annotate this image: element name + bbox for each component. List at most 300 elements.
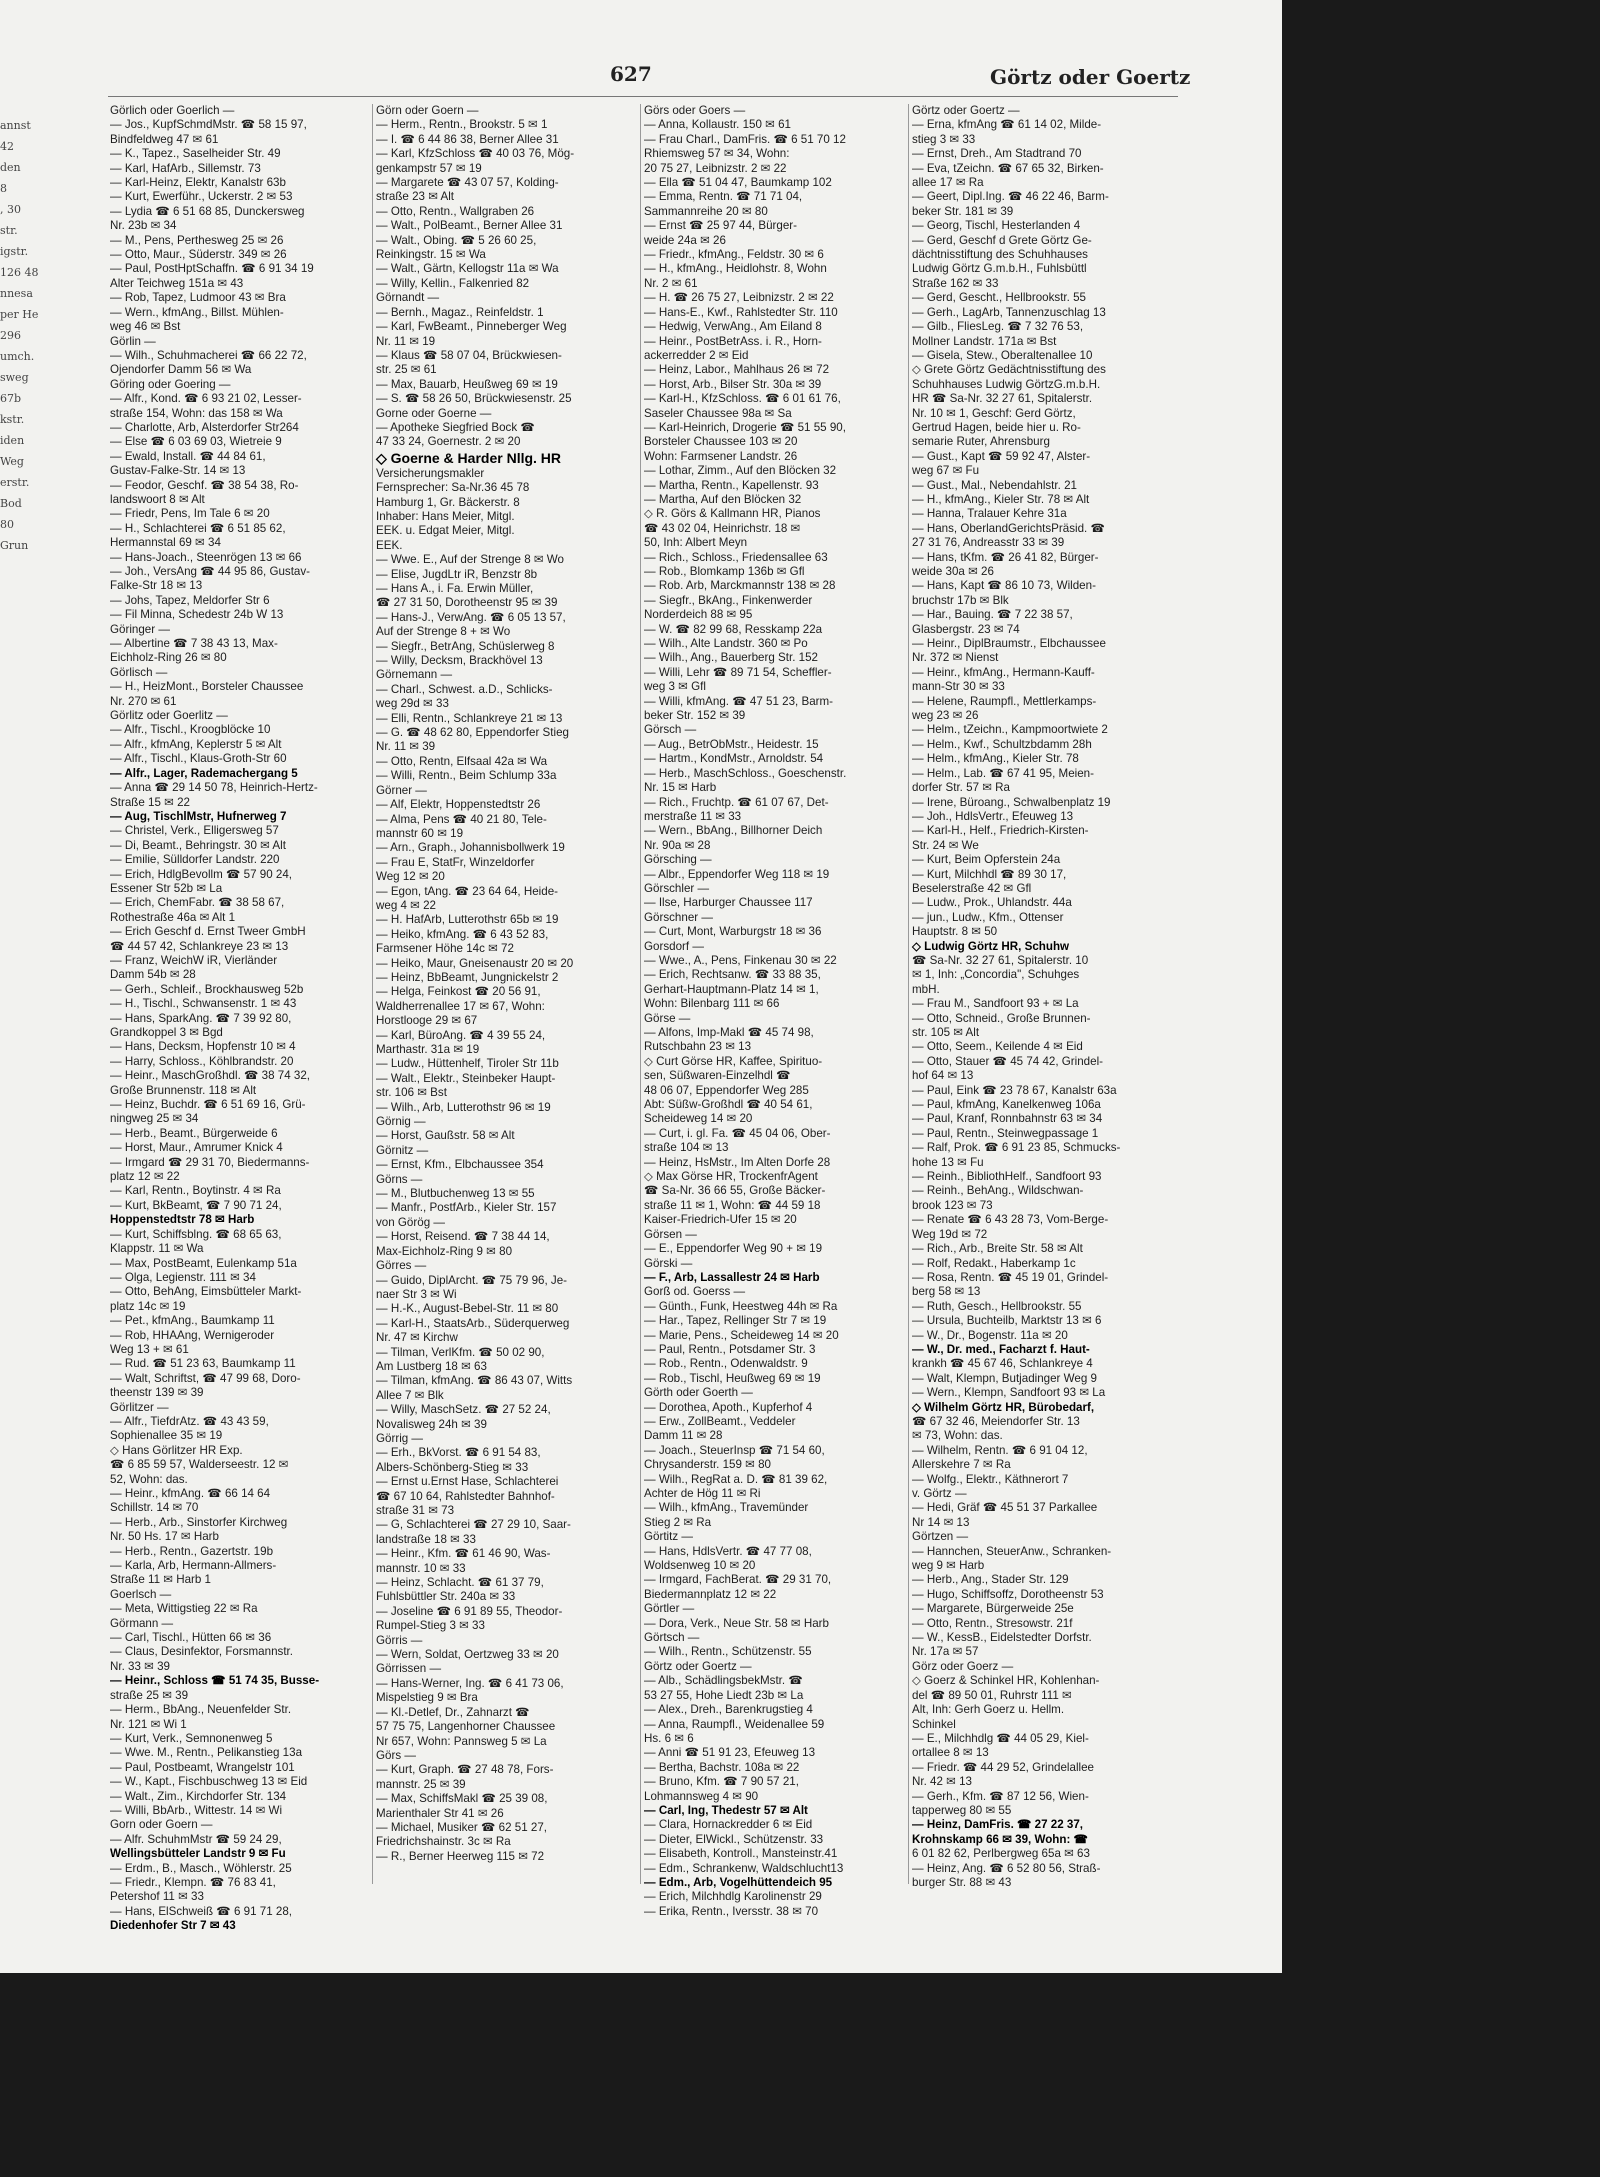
column-divider: [640, 104, 641, 1884]
directory-entry: Falke-Str 18 ✉ 13: [110, 579, 203, 593]
directory-entry: Glasbergstr. 23 ✉ 74: [912, 622, 1020, 636]
directory-entry: — Ursula, Buchteilb, Marktstr 13 ✉ 6: [912, 1314, 1102, 1328]
directory-entry: — F., Arb, Lassallestr 24 ✉ Harb: [644, 1270, 820, 1284]
directory-entry: — Karl, Rentn., Boytinstr. 4 ✉ Ra: [110, 1184, 281, 1198]
directory-entry: — Kurt, Milchhdl ☎ 89 30 17,: [912, 867, 1067, 881]
directory-entry: — Wilhelm, Rentn. ☎ 6 91 04 12,: [912, 1443, 1088, 1457]
directory-entry: — Karl, BüroAng. ☎ 4 39 55 24,: [376, 1028, 546, 1042]
directory-entry: Weg 12 ✉ 20: [376, 870, 445, 884]
directory-entry: Nr. 33 ✉ 39: [110, 1659, 170, 1673]
fragment-line: 67b: [0, 392, 22, 405]
directory-entry: — Erich, Milchhdlg Karolinenstr 29: [644, 1890, 822, 1904]
directory-entry: semarie Ruter, Ahrensburg: [912, 435, 1050, 449]
directory-entry: mannstr. 25 ✉ 39: [376, 1777, 466, 1791]
directory-entry: — Ruth, Gesch., Hellbrookstr. 55: [912, 1299, 1082, 1313]
directory-entry: Ojendorfer Damm 56 ✉ Wa: [110, 363, 252, 377]
directory-entry: — Willy, Kellin., Falkenried 82: [376, 276, 530, 290]
directory-entry: — Walt., Obing. ☎ 5 26 60 25,: [376, 233, 537, 247]
directory-entry: — Heiko, Maur, Gneisenaustr 20 ✉ 20: [376, 956, 574, 970]
header-rule: [108, 96, 1178, 97]
directory-entry: — Frau E, StatFr, Winzeldorfer: [376, 855, 535, 869]
directory-entry: straße 154, Wohn: das 158 ✉ Wa: [110, 406, 283, 420]
directory-entry: — Alf, Elektr, Hoppenstedtstr 26: [376, 798, 541, 812]
fragment-line: umch.: [0, 350, 35, 363]
directory-entry: Schillstr. 14 ✉ 70: [110, 1501, 199, 1515]
directory-entry: — Heinr., Schloss ☎ 51 74 35, Busse-: [110, 1674, 320, 1688]
directory-entry: Scheideweg 14 ✉ 20: [644, 1112, 753, 1126]
directory-entry: Gerhart-Hauptmann-Platz 14 ✉ 1,: [644, 982, 819, 996]
directory-entry: — Herm., Rentn., Brookstr. 5 ✉ 1: [376, 118, 548, 132]
directory-entry: 57 75 75, Langenhorner Chaussee: [376, 1720, 556, 1734]
directory-entry: — Karl, HafArb., Sillemstr. 73: [110, 161, 261, 175]
directory-entry: weg 4 ✉ 22: [376, 898, 436, 912]
directory-entry: ☎ 27 31 50, Dorotheenstr 95 ✉ 39: [376, 596, 558, 610]
directory-entry: Sophienallee 35 ✉ 19: [110, 1429, 223, 1443]
directory-entry: — Herb., MaschSchloss., Goeschenstr.: [644, 766, 847, 780]
directory-entry: Schinkel: [912, 1717, 956, 1731]
directory-entry: — Friedr., kfmAng., Feldstr. 30 ✉ 6: [644, 248, 824, 262]
directory-entry: — Heinz, Schlacht. ☎ 61 37 79,: [376, 1576, 544, 1590]
directory-entry: ☎ 43 02 04, Heinrichstr. 18 ✉: [644, 521, 801, 535]
directory-entry: genkampstr 57 ✉ 19: [376, 161, 482, 175]
directory-entry: Görsch —: [644, 723, 697, 737]
directory-entry: — Apotheke Siegfried Bock ☎: [376, 420, 535, 434]
directory-entry: — Gerh., LagArb, Tannenzuschlag 13: [912, 305, 1106, 319]
directory-entry: Versicherungsmakler: [376, 466, 485, 480]
directory-entry: — Heinz, BbBeamt, Jungnickelstr 2: [376, 970, 559, 984]
directory-entry: — Edm., Arb, Vogelhüttendeich 95: [644, 1875, 833, 1889]
fragment-line: kstr.: [0, 413, 25, 426]
directory-entry: — Bertha, Bachstr. 108a ✉ 22: [644, 1760, 800, 1774]
directory-entry: — Wilh., RegRat a. D. ☎ 81 39 62,: [644, 1472, 828, 1486]
directory-entry: — Heinz, Labor., Mahlhaus 26 ✉ 72: [644, 363, 830, 377]
directory-entry: Görsen —: [644, 1227, 697, 1241]
directory-entry: — Tilman, VerlKfm. ☎ 50 02 90,: [376, 1345, 545, 1359]
directory-entry: — Otto, Stauer ☎ 45 74 42, Grindel-: [912, 1054, 1104, 1068]
directory-entry: — Hans, Kapt ☎ 86 10 73, Wilden-: [912, 579, 1096, 593]
directory-entry: beker Str. 181 ✉ 39: [912, 204, 1014, 218]
directory-entry: — Alfons, Imp-Makl ☎ 45 74 98,: [644, 1026, 814, 1039]
directory-entry: — Ewald, Install. ☎ 44 84 61,: [110, 449, 266, 463]
directory-entry: — Pet., kfmAng., Baumkamp 11: [110, 1314, 275, 1328]
directory-entry: — Hans, HdlsVertr. ☎ 47 77 08,: [644, 1544, 812, 1558]
directory-entry: — Hugo, Schiffsoffz, Dorotheenstr 53: [912, 1587, 1104, 1601]
directory-entry: — Irmgard ☎ 29 31 70, Biedermanns-: [110, 1155, 310, 1169]
directory-entry: ◇ Wilhelm Görtz HR, Bürobedarf,: [912, 1400, 1095, 1414]
directory-entry: Hermannstal 69 ✉ 34: [110, 536, 221, 550]
directory-entry: — Willy, Decksm, Brackhövel 13: [376, 654, 543, 668]
directory-entry: 50, Inh: Albert Meyn: [644, 536, 748, 550]
directory-entry: Alt, Inh: Gerh Goerz u. Hellm.: [912, 1703, 1065, 1717]
directory-entry: 53 27 55, Hohe Liedt 23b ✉ La: [644, 1688, 804, 1702]
directory-entry: Straße 11 ✉ Harb 1: [110, 1573, 212, 1587]
directory-entry: straße 25 ✉ 39: [110, 1688, 189, 1702]
directory-entry: — Gust., Kapt ☎ 59 92 47, Alster-: [912, 449, 1091, 463]
directory-entry: Stieg 2 ✉ Ra: [644, 1515, 712, 1529]
directory-entry: — Horst, Arb., Bilser Str. 30a ✉ 39: [644, 377, 822, 391]
directory-entry: — Wern, Soldat, Oertzweg 33 ✉ 20: [376, 1648, 559, 1662]
directory-entry: — Erich, ChemFabr. ☎ 38 58 67,: [110, 896, 285, 910]
directory-entry: — Wwe., A., Pens, Finkenau 30 ✉ 22: [644, 953, 837, 967]
directory-entry: Wohn: Farmsener Landstr. 26: [644, 449, 798, 463]
directory-entry: ☎ 67 10 64, Rahlstedter Bahnhof-: [376, 1489, 555, 1503]
directory-entry: — Paul, PostHptSchaffn. ☎ 6 91 34 19: [110, 262, 314, 276]
directory-entry: v. Görtz —: [912, 1487, 967, 1500]
directory-entry: platz 14c ✉ 19: [110, 1299, 186, 1313]
directory-entry: — Alma, Pens ☎ 40 21 80, Tele-: [376, 812, 547, 826]
directory-entry: — Renate ☎ 6 43 28 73, Vom-Berge-: [912, 1213, 1109, 1227]
directory-entry: — Clara, Hornackredder 6 ✉ Eid: [644, 1818, 813, 1832]
directory-entry: — Alex., Dreh., Barenkrugstieg 4: [644, 1703, 813, 1717]
directory-entry: — Rich., Schloss., Friedensallee 63: [644, 550, 828, 564]
directory-entry: Görmann —: [110, 1616, 174, 1630]
directory-entry: mannstr 60 ✉ 19: [376, 826, 464, 840]
directory-entry: — Martha, Rentn., Kapellenstr. 93: [644, 478, 819, 492]
directory-entry: ortallee 8 ✉ 13: [912, 1746, 989, 1760]
directory-entry: — Charl., Schwest. a.D., Schlicks-: [376, 682, 553, 696]
directory-entry: — Anna, Raumpfl., Weidenallee 59: [644, 1717, 825, 1731]
directory-entry: — Rob., Rentn., Odenwaldstr. 9: [644, 1357, 808, 1371]
directory-entry: — Walt., Gärtn, Kellogstr 11a ✉ Wa: [376, 262, 559, 276]
directory-entry: — Paul, kfmAng, Kanelkenweg 106a: [912, 1098, 1101, 1112]
directory-entry: Am Lustberg 18 ✉ 63: [376, 1359, 487, 1373]
directory-entry: Görlin —: [110, 334, 156, 348]
directory-entry: ningweg 25 ✉ 34: [110, 1112, 199, 1126]
directory-entry: — Kurt, Beim Opferstein 24a: [912, 853, 1061, 867]
fragment-line: 80: [0, 518, 14, 531]
directory-entry: Grandkoppel 3 ✉ Bgd: [110, 1026, 223, 1039]
directory-entry: — Friedr., Klempn. ☎ 76 83 41,: [110, 1875, 276, 1889]
directory-entry: — Anni ☎ 51 91 23, Efeuweg 13: [644, 1746, 816, 1760]
directory-entry: — jun., Ludw., Kfm., Ottenser: [912, 910, 1064, 924]
directory-entry: — Marie, Pens., Scheideweg 14 ✉ 20: [644, 1328, 839, 1342]
directory-entry: — Paul, Eink ☎ 23 78 67, Kanalstr 63a: [912, 1083, 1117, 1097]
directory-entry: — Otto, Schneid., Große Brunnen-: [912, 1011, 1091, 1025]
directory-entry: hohe 13 ✉ Fu: [912, 1155, 984, 1169]
directory-entry: — Helm., Kwf., Schultzbdamm 28h: [912, 737, 1092, 751]
directory-entry: Hoppenstedtstr 78 ✉ Harb: [110, 1213, 255, 1227]
directory-entry: — Heinz, Buchdr. ☎ 6 51 69 16, Grü-: [110, 1098, 306, 1112]
directory-entry: — Otto, BehAng, Eimsbütteler Markt-: [110, 1285, 302, 1299]
directory-entry: — Wern., kfmAng., Billst. Mühlen-: [110, 305, 284, 319]
directory-entry: — Rich., Fruchtp. ☎ 61 07 67, Det-: [644, 795, 829, 809]
directory-entry: 48 06 07, Eppendorfer Weg 285: [644, 1083, 809, 1097]
directory-column-2: [376, 104, 638, 1864]
directory-entry: — Hans-E., Kwf., Rahlstedter Str. 110: [644, 305, 838, 319]
page-number: 627: [610, 62, 652, 86]
directory-entry: Essener Str 52b ✉ La: [110, 881, 223, 895]
directory-entry: — Guido, DiplArcht. ☎ 75 79 96, Je-: [376, 1273, 568, 1287]
directory-entry: Norderdeich 88 ✉ 95: [644, 608, 753, 622]
directory-entry: Lohmannsweg 4 ✉ 90: [644, 1789, 759, 1803]
directory-entry: — Elisabeth, Kontroll., Mansteinstr.41: [644, 1847, 838, 1861]
directory-entry: weg 67 ✉ Fu: [912, 464, 980, 478]
directory-entry: — Margarete ☎ 43 07 57, Kolding-: [376, 176, 559, 190]
directory-entry: — H., Schlachterei ☎ 6 51 85 62,: [110, 521, 286, 535]
directory-entry: — Harry, Schloss., Köhlbrandstr. 20: [110, 1054, 294, 1068]
directory-entry: — Hannchen, SteuerAnw., Schranken-: [912, 1544, 1112, 1558]
directory-entry: — Kurt, Ewerführ., Uckerstr. 2 ✉ 53: [110, 190, 293, 204]
directory-entry: — Horst, Gaußstr. 58 ✉ Alt: [376, 1129, 515, 1143]
directory-entry: — G. ☎ 48 62 80, Eppendorfer Stieg: [376, 726, 569, 740]
directory-entry: — E., Eppendorfer Weg 90 + ✉ 19: [644, 1242, 823, 1256]
directory-entry: mannstr. 10 ✉ 33: [376, 1561, 466, 1575]
directory-entry: — W., Dr. med., Facharzt f. Haut-: [912, 1342, 1090, 1356]
directory-entry: — Wolfg., Elektr., Käthnerort 7: [912, 1472, 1069, 1486]
directory-entry: — W., Dr., Bogenstr. 11a ✉ 20: [912, 1328, 1068, 1342]
directory-entry: Hamburg 1, Gr. Bäckerstr. 8: [376, 495, 520, 509]
directory-entry: — Ernst, Dreh., Am Stadtrand 70: [912, 147, 1082, 161]
directory-entry: berg 58 ✉ 13: [912, 1285, 981, 1299]
directory-entry: — Erich, Rechtsanw. ☎ 33 88 35,: [644, 968, 821, 982]
directory-entry: — Meta, Wittigstieg 22 ✉ Ra: [110, 1602, 258, 1616]
directory-entry: Gertrud Hagen, beide hier u. Ro-: [912, 420, 1081, 434]
directory-entry: Görs oder Goers —: [644, 104, 746, 117]
directory-entry: — Herb., Beamt., Bürgerweide 6: [110, 1126, 278, 1140]
directory-entry: hof 64 ✉ 13: [912, 1069, 974, 1083]
directory-entry: Hauptstr. 8 ✉ 50: [912, 925, 998, 939]
scan-border-right: [1282, 0, 1600, 2177]
directory-entry: — Hans, Decksm, Hopfenstr 10 ✉ 4: [110, 1040, 296, 1054]
directory-entry: ☎ 6 85 59 57, Walderseestr. 12 ✉: [110, 1458, 289, 1472]
directory-entry: Albers-Schönberg-Stieg ✉ 33: [376, 1460, 529, 1474]
directory-entry: — Paul, Postbeamt, Wrangelstr 101: [110, 1760, 295, 1774]
directory-entry: — Alfr., TiefdrAtz. ☎ 43 43 59,: [110, 1414, 269, 1428]
directory-entry: Görski —: [644, 1256, 693, 1270]
directory-entry: — Rolf, Redakt., Haberkamp 1c: [912, 1256, 1076, 1270]
directory-entry: ◇ Grete Görtz Gedächtnisstiftung des: [912, 363, 1106, 377]
directory-entry: mann-Str 30 ✉ 33: [912, 680, 1005, 694]
fragment-line: nnesa: [0, 287, 33, 300]
directory-entry: — Rich., Arb., Breite Str. 58 ✉ Alt: [912, 1242, 1083, 1256]
directory-entry: Saseler Chaussee 98a ✉ Sa: [644, 406, 792, 420]
directory-entry: — H.-K., August-Bebel-Str. 11 ✉ 80: [376, 1302, 559, 1316]
directory-entry: — Egon, tAng. ☎ 23 64 64, Heide-: [376, 884, 559, 898]
directory-entry: Nr. 90a ✉ 28: [644, 838, 711, 852]
fragment-line: str.: [0, 224, 18, 237]
directory-entry: Nr. 11 ✉ 19: [376, 334, 436, 348]
directory-entry: — Frau Charl., DamFris. ☎ 6 51 70 12: [644, 132, 846, 146]
directory-entry: — Karl-H., Helf., Friedrich-Kirsten-: [912, 824, 1089, 838]
directory-entry: — Paul, Rentn., Potsdamer Str. 3: [644, 1342, 816, 1356]
directory-entry: — Hedwig, VerwAng., Am Eiland 8: [644, 320, 822, 334]
directory-entry: — Wilh., kfmAng., Travemünder: [644, 1501, 809, 1515]
directory-entry: — Alfr. SchuhmMstr ☎ 59 24 29,: [110, 1832, 282, 1846]
directory-entry: — Gerd, Gescht., Hellbrookstr. 55: [912, 291, 1086, 305]
directory-entry: Allee 7 ✉ Blk: [376, 1388, 444, 1402]
fragment-line: den: [0, 161, 21, 174]
directory-entry: 20 75 27, Leibnizstr. 2 ✉ 22: [644, 161, 787, 175]
directory-entry: — Ludw., Prok., Uhlandstr. 44a: [912, 896, 1072, 910]
directory-entry: Görse —: [644, 1011, 691, 1025]
directory-entry: Straße 162 ✉ 33: [912, 276, 999, 290]
directory-entry: — Karl, FwBeamt., Pinneberger Weg: [376, 320, 567, 334]
directory-entry: — Kurt, Graph. ☎ 27 48 78, Fors-: [376, 1763, 554, 1777]
directory-entry: — Hans-Werner, Ing. ☎ 6 41 73 06,: [376, 1676, 564, 1690]
directory-entry: Waldherrenallee 17 ✉ 67, Wohn:: [376, 999, 545, 1013]
directory-entry: Allerskehre 7 ✉ Ra: [912, 1458, 1011, 1472]
directory-entry: tapperweg 80 ✉ 55: [912, 1803, 1012, 1817]
directory-entry: weide 24a ✉ 26: [644, 233, 726, 247]
directory-entry: — Erna, kfmAng ☎ 61 14 02, Milde-: [912, 118, 1102, 132]
directory-entry: — Fil Minna, Schedestr 24b W 13: [110, 608, 284, 622]
directory-entry: 27 31 76, Andreasstr 33 ✉ 39: [912, 536, 1065, 550]
directory-entry: Weg 13 + ✉ 61: [110, 1342, 189, 1356]
directory-entry: — Joh., VersAng ☎ 44 95 86, Gustav-: [110, 565, 311, 578]
directory-entry: — Otto, Rentn, Elfsaal 42a ✉ Wa: [376, 754, 548, 768]
directory-entry: — Johs, Tapez, Meldorfer Str 6: [110, 593, 270, 607]
directory-entry: — Helene, Raumpfl., Mettlerkamps-: [912, 694, 1097, 708]
directory-entry: ◇ Goerne & Harder Nllg. HR: [376, 449, 562, 466]
directory-entry: von Görög —: [376, 1215, 445, 1229]
fragment-line: Bod: [0, 497, 22, 510]
directory-entry: Damm 54b ✉ 28: [110, 968, 196, 982]
directory-entry: — Rob, Tapez, Ludmoor 43 ✉ Bra: [110, 291, 286, 305]
directory-entry: Nr. 50 Hs. 17 ✉ Harb: [110, 1530, 219, 1544]
directory-entry: Auf der Strenge 8 + ✉ Wo: [376, 625, 511, 639]
directory-entry: ◇ Curt Görse HR, Kaffee, Spirituo-: [644, 1054, 823, 1068]
directory-entry: Görris —: [376, 1633, 423, 1647]
directory-entry: — Otto, Rentn., Wallgraben 26: [376, 204, 535, 218]
directory-entry: — Karl-H., KfzSchloss. ☎ 6 01 61 76,: [644, 392, 841, 406]
directory-entry: Str. 24 ✉ We: [912, 838, 979, 852]
directory-entry: — Joseline ☎ 6 91 89 55, Theodor-: [376, 1604, 563, 1618]
directory-entry: Inhaber: Hans Meier, Mitgl.: [376, 509, 515, 523]
directory-entry: Krohnskamp 66 ✉ 39, Wohn: ☎: [912, 1832, 1088, 1846]
directory-entry: Große Brunnenstr. 118 ✉ Alt: [110, 1083, 257, 1097]
directory-entry: Friedrichshainstr. 3c ✉ Ra: [376, 1835, 511, 1849]
directory-entry: — H., HeizMont., Borsteler Chaussee: [110, 680, 304, 694]
directory-entry: — Michael, Musiker ☎ 62 51 27,: [376, 1820, 548, 1834]
directory-entry: — Wilh., Schuhmacherei ☎ 66 22 72,: [110, 348, 307, 362]
directory-entry: Nr. 15 ✉ Harb: [644, 781, 717, 795]
directory-entry: — Ella ☎ 51 04 47, Baumkamp 102: [644, 176, 832, 190]
directory-entry: Nr 657, Wohn: Pannsweg 5 ✉ La: [376, 1734, 547, 1748]
directory-entry: Rothestraße 46a ✉ Alt 1: [110, 910, 236, 924]
directory-entry: weg 46 ✉ Bst: [110, 320, 181, 334]
directory-entry: bruchstr 17b ✉ Blk: [912, 593, 1009, 607]
directory-entry: — H., kfmAng., Heidlohstr. 8, Wohn: [644, 262, 827, 276]
directory-entry: — Irmgard, FachBerat. ☎ 29 31 70,: [644, 1573, 832, 1587]
directory-entry: — Max, SchiffsMakl ☎ 25 39 08,: [376, 1792, 548, 1806]
directory-entry: — Ernst, Kfm., Elbchaussee 354: [376, 1158, 544, 1172]
directory-entry: — Alfr., Lager, Rademachergang 5: [110, 766, 298, 780]
directory-entry: — Heinz, DamFris. ☎ 27 22 37,: [912, 1818, 1084, 1832]
directory-entry: — Ralf, Prok. ☎ 6 91 23 85, Schmucks-: [912, 1141, 1121, 1155]
directory-entry: — Ernst ☎ 25 97 44, Bürger-: [644, 219, 797, 233]
directory-entry: HR ☎ Sa-Nr. 32 27 61, Spitalerstr.: [912, 392, 1093, 406]
directory-entry: — Hans-J., VerwAng. ☎ 6 05 13 57,: [376, 610, 566, 624]
directory-entry: — Karl-Heinrich, Drogerie ☎ 51 55 90,: [644, 420, 846, 434]
directory-entry: — Else ☎ 6 03 69 03, Wietreie 9: [110, 435, 282, 449]
directory-entry: weg 23 ✉ 26: [912, 709, 979, 723]
directory-entry: — Joh., HdlsVertr., Efeuweg 13: [912, 809, 1074, 823]
directory-entry: Eichholz-Ring 26 ✉ 80: [110, 651, 227, 665]
directory-entry: — Bruno, Kfm. ☎ 7 90 57 21,: [644, 1775, 799, 1789]
directory-entry: — Albertine ☎ 7 38 43 13, Max-: [110, 637, 278, 651]
directory-entry: Nr. 10 ✉ 1, Geschf: Gerd Görtz,: [912, 406, 1076, 420]
fragment-line: Grun: [0, 539, 29, 552]
directory-entry: del ☎ 89 50 01, Ruhrstr 111 ✉: [912, 1688, 1072, 1702]
directory-entry: — Herb., Arb., Sinstorfer Kirchweg: [110, 1515, 288, 1529]
directory-entry: Gustav-Falke-Str. 14 ✉ 13: [110, 464, 246, 478]
directory-entry: ☎ Sa-Nr. 36 66 55, Große Bäcker-: [644, 1184, 826, 1198]
directory-entry: — Heiko, kfmAng. ☎ 6 43 52 83,: [376, 927, 549, 941]
directory-entry: — Wwe. E., Auf der Strenge 8 ✉ Wo: [376, 553, 564, 567]
directory-entry: — Hans, OberlandGerichtsPräsid. ☎: [912, 521, 1105, 535]
directory-entry: — Rud. ☎ 51 23 63, Baumkamp 11: [110, 1357, 296, 1371]
directory-entry: — Max, Bauarb, Heußweg 69 ✉ 19: [376, 377, 558, 391]
directory-entry: — Siegfr., BetrAng, Schüslerweg 8: [376, 639, 555, 653]
directory-entry: 52, Wohn: das.: [110, 1472, 188, 1486]
directory-entry: ☎ 44 57 42, Schlankreye 23 ✉ 13: [110, 939, 289, 953]
directory-entry: — Heinr., kfmAng. ☎ 66 14 64: [110, 1487, 271, 1500]
directory-entry: — Klaus ☎ 58 07 04, Brückwiesen-: [376, 348, 562, 362]
directory-entry: — Heinr., Kfm. ☎ 61 46 90, Was-: [376, 1547, 551, 1561]
directory-entry: — Joach., SteuerInsp ☎ 71 54 60,: [644, 1443, 825, 1457]
directory-entry: Wellingsbütteler Landstr 9 ✉ Fu: [110, 1847, 286, 1861]
directory-entry: straße 11 ✉ 1, Wohn: ☎ 44 59 18: [644, 1198, 821, 1212]
directory-entry: — Walt., Zim., Kirchdorfer Str. 134: [110, 1789, 287, 1803]
directory-entry: — Alfr., Kond. ☎ 6 93 21 02, Lesser-: [110, 392, 302, 406]
directory-entry: — Bernh., Magaz., Reinfeldstr. 1: [376, 305, 544, 319]
directory-entry: Mispelstieg 9 ✉ Bra: [376, 1691, 478, 1705]
directory-entry: — Erw., ZollBeamt., Veddeler: [644, 1414, 796, 1428]
directory-entry: naer Str 3 ✉ Wi: [376, 1287, 457, 1301]
directory-entry: — Walt., PolBeamt., Berner Allee 31: [376, 219, 563, 233]
directory-entry: — Gerd, Geschf d Grete Görtz Ge-: [912, 233, 1092, 247]
directory-entry: Woldsenweg 10 ✉ 20: [644, 1559, 756, 1573]
directory-entry: — Erich Geschf d. Ernst Tweer GmbH: [110, 925, 306, 939]
directory-entry: — Willi, Lehr ☎ 89 71 54, Scheffler-: [644, 665, 832, 679]
directory-entry: Rumpel-Stieg 3 ✉ 33: [376, 1619, 485, 1633]
directory-entry: Biedermannplatz 12 ✉ 22: [644, 1587, 777, 1601]
directory-entry: straße 31 ✉ 73: [376, 1504, 455, 1517]
directory-entry: — Claus, Desinfektor, Forsmannstr.: [110, 1645, 293, 1659]
column-divider: [908, 104, 909, 1884]
directory-entry: Görlisch —: [110, 665, 168, 679]
directory-entry: — Irene, Büroang., Schwalbenplatz 19: [912, 795, 1111, 809]
directory-entry: — Erdm., B., Masch., Wöhlerstr. 25: [110, 1861, 292, 1875]
directory-entry: — Friedr. ☎ 44 29 52, Grindelallee: [912, 1760, 1094, 1774]
directory-entry: mbH.: [912, 982, 940, 996]
directory-entry: Weg 19d ✉ 72: [912, 1227, 988, 1241]
directory-entry: weg 3 ✉ Gfl: [644, 680, 706, 694]
directory-entry: Mollner Landstr. 171a ✉ Bst: [912, 334, 1057, 348]
directory-entry: — Hedi, Gräf ☎ 45 51 37 Parkallee: [912, 1501, 1098, 1515]
directory-entry: — Anna ☎ 29 14 50 78, Heinrich-Hertz-: [110, 781, 318, 795]
fragment-line: 42: [0, 140, 14, 153]
directory-entry: — R., Berner Heerweg 115 ✉ 72: [376, 1849, 545, 1863]
fragment-line: per He: [0, 308, 39, 321]
directory-entry: — Wern., Klempn, Sandfoort 93 ✉ La: [912, 1386, 1106, 1400]
directory-entry: Kaiser-Friedrich-Ufer 15 ✉ 20: [644, 1213, 797, 1227]
directory-entry: — Helm., kfmAng., Kieler Str. 78: [912, 752, 1079, 766]
directory-entry: ✉ 73, Wohn: das.: [912, 1429, 1003, 1443]
directory-entry: — Walt., Elektr., Steinbeker Haupt-: [376, 1071, 556, 1085]
directory-entry: — Wilh., Arb, Lutterothstr 96 ✉ 19: [376, 1100, 551, 1114]
directory-entry: str. 106 ✉ Bst: [376, 1086, 447, 1100]
directory-entry: Görlitz oder Goerlitz —: [110, 709, 228, 723]
directory-entry: — I. ☎ 6 44 86 38, Berner Allee 31: [376, 132, 559, 146]
directory-entry: Fernsprecher: Sa-Nr.36 45 78: [376, 481, 530, 495]
directory-entry: Marienthaler Str 41 ✉ 26: [376, 1806, 504, 1820]
directory-entry: brook 123 ✉ 73: [912, 1198, 993, 1212]
directory-entry: — H. HafArb, Lutterothstr 65b ✉ 19: [376, 913, 559, 927]
directory-entry: — W., Kapt., Fischbuschweg 13 ✉ Eid: [110, 1775, 308, 1789]
directory-entry: platz 12 ✉ 22: [110, 1170, 180, 1184]
directory-entry: — Otto, Rentn., Stresowstr. 21f: [912, 1616, 1073, 1630]
